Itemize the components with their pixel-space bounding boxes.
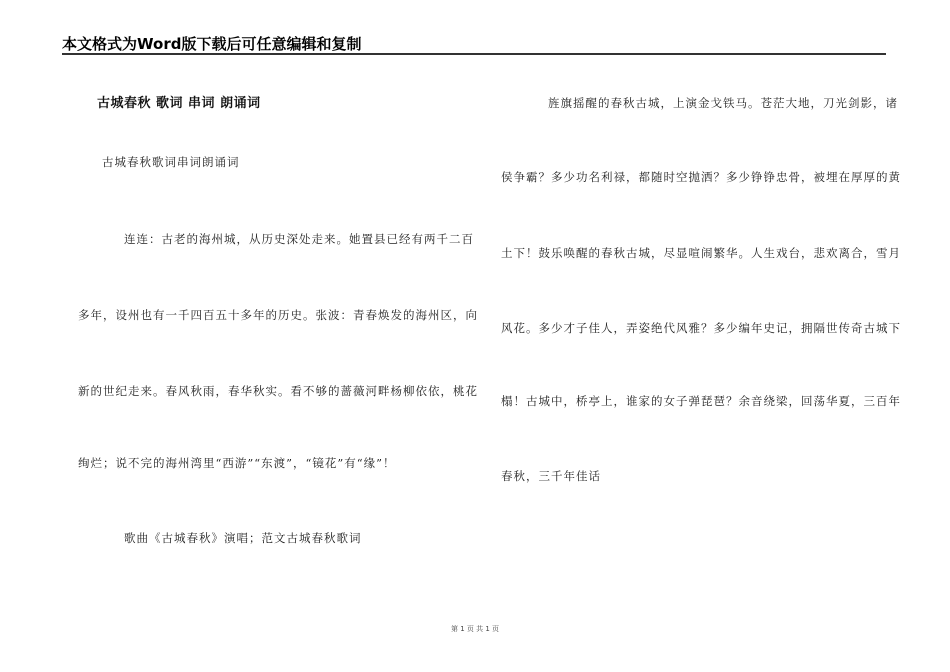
paragraph-line: 多年，设州也有一千四百五十多年的历史。张波：青春焕发的海州区，向 (78, 308, 478, 322)
header-title: 本文格式为Word版下载后可任意编辑和复制 (62, 35, 362, 53)
document-header (62, 33, 886, 55)
paragraph-line: 榻！古城中，桥亭上，谁家的女子弹琵琶？余音绕梁，回荡华夏，三百年 (501, 394, 901, 408)
paragraph-line: 新的世纪走来。春风秋雨，春华秋实。看不够的蔷薇河畔杨柳依依，桃花 (78, 384, 478, 398)
document-title: 古城春秋 歌词 串词 朗诵词 (97, 96, 261, 111)
paragraph-line: 连连：古老的海州城，从历史深处走来。她置县已经有两千二百 (124, 232, 474, 246)
paragraph-line: 土下！鼓乐唤醒的春秋古城，尽显喧闹繁华。人生戏台，悲欢离合，雪月 (501, 246, 901, 260)
paragraph-line: 风花。多少才子佳人，弄姿绝代风雅？多少编年史记，拥隔世传奇古城下 (501, 321, 901, 335)
paragraph-line: 绚烂；说不完的海州湾里“西游”“东渡”，“镜花”有“缘”！ (78, 456, 396, 470)
page-footer: 第 1 页 共 1 页 (450, 625, 500, 633)
paragraph-line: 旌旗摇醒的春秋古城，上演金戈铁马。苍茫大地，刀光剑影，诸 (548, 96, 898, 110)
paragraph-line: 古城春秋歌词串词朗诵词 (102, 155, 240, 169)
paragraph-line: 歌曲《古城春秋》演唱；范文古城春秋歌词 (124, 531, 362, 545)
paragraph-line: 春秋，三千年佳话 (501, 469, 601, 483)
paragraph-line: 侯争霸？多少功名利禄，都随时空抛洒？多少铮铮忠骨，被埋在厚厚的黄 (501, 170, 901, 184)
